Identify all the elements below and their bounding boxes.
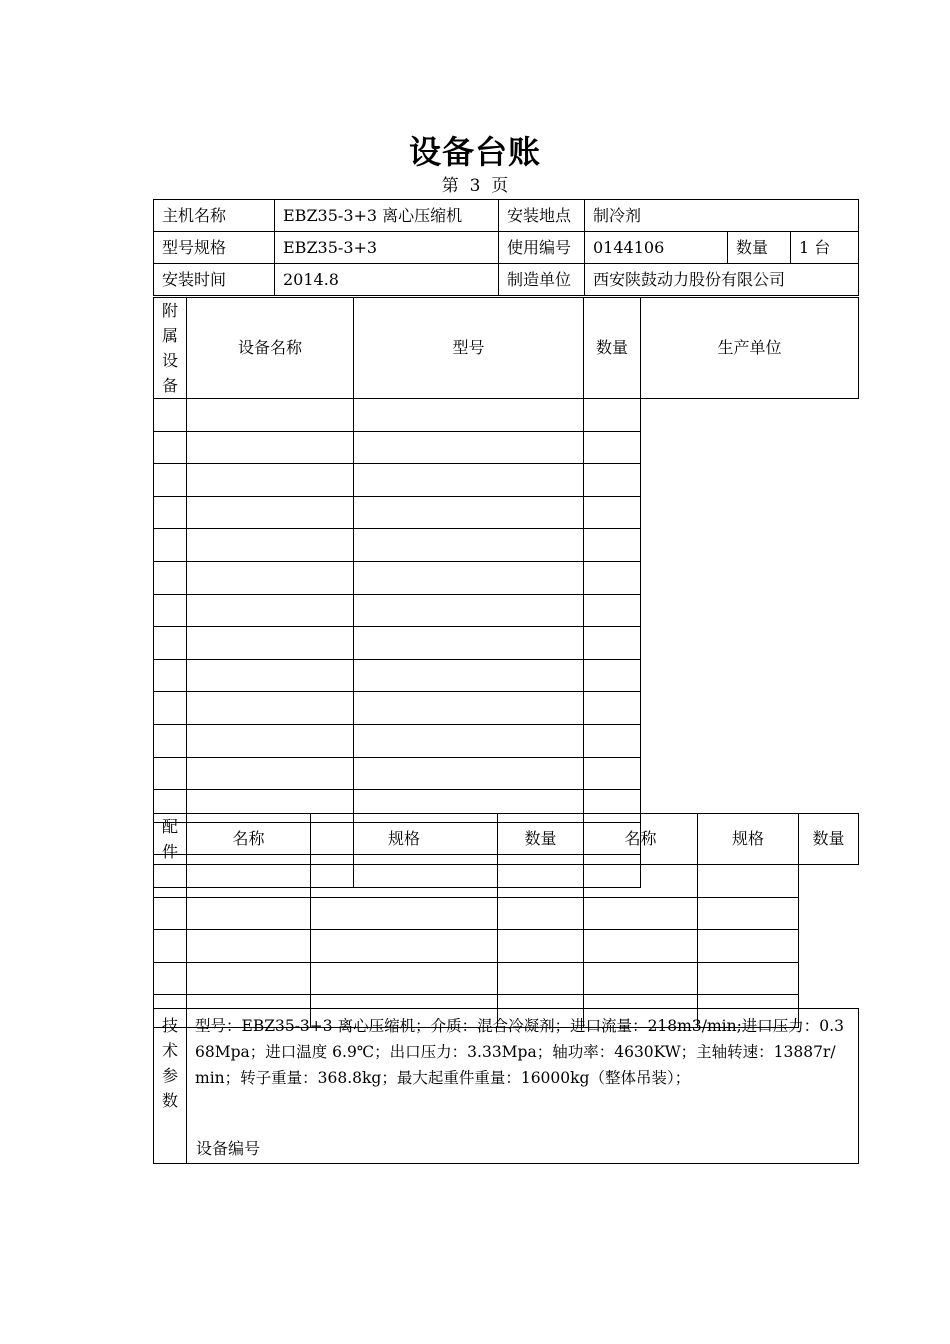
accessory-row	[154, 757, 859, 790]
accessory-name-cell	[154, 399, 187, 432]
parts-spec-cell	[187, 865, 311, 898]
device-number-label: 设备编号	[196, 1139, 261, 1158]
parts-header-name-1: 名称	[187, 814, 311, 865]
accessory-maker-cell	[584, 594, 641, 627]
parts-quantity-cell	[698, 865, 799, 898]
install-time-label: 安装时间	[154, 264, 275, 296]
parts-name-cell	[498, 865, 584, 898]
accessory-model-cell	[187, 496, 354, 529]
accessory-quantity-cell	[354, 627, 584, 660]
accessory-quantity-cell	[354, 659, 584, 692]
parts-quantity-cell	[698, 962, 799, 995]
page-number: 第 3 页	[441, 176, 509, 196]
accessory-maker-cell	[584, 724, 641, 757]
parts-table	[153, 813, 859, 1028]
parts-spec-cell	[187, 897, 311, 930]
model-label: 型号规格	[154, 232, 275, 264]
maker-value: 西安陕鼓动力股份有限公司	[585, 264, 859, 296]
accessory-maker-cell	[584, 431, 641, 464]
parts-name-cell	[498, 962, 584, 995]
accessory-maker-cell	[584, 496, 641, 529]
accessory-header-model: 型号	[354, 298, 584, 399]
accessory-model-cell	[187, 399, 354, 432]
accessory-model-cell	[187, 561, 354, 594]
accessory-row	[154, 529, 859, 562]
parts-header-name-2: 名称	[584, 814, 698, 865]
parts-row	[154, 930, 859, 963]
parts-name-cell	[154, 930, 187, 963]
accessory-quantity-cell	[354, 561, 584, 594]
location-value: 制冷剂	[585, 200, 859, 232]
parts-row	[154, 962, 859, 995]
use-no-label: 使用编号	[499, 232, 585, 264]
parts-quantity-cell	[698, 897, 799, 930]
accessory-name-cell	[154, 561, 187, 594]
accessory-name-cell	[154, 529, 187, 562]
accessory-header-maker: 生产单位	[641, 298, 859, 399]
parts-quantity-cell	[698, 930, 799, 963]
accessory-row	[154, 594, 859, 627]
tech-params-table	[153, 1008, 859, 1164]
tech-params-cell	[187, 1009, 859, 1164]
accessory-name-cell	[154, 627, 187, 660]
accessory-quantity-cell	[354, 692, 584, 725]
accessory-name-cell	[154, 464, 187, 497]
accessory-quantity-cell	[354, 431, 584, 464]
accessory-model-cell	[187, 594, 354, 627]
tech-side-label: 技术参数	[154, 1009, 187, 1164]
accessory-row	[154, 561, 859, 594]
accessory-name-cell	[154, 724, 187, 757]
parts-spec-cell	[584, 930, 698, 963]
host-name-value: EBZ35-3+3 离心压缩机	[275, 200, 499, 232]
maker-label: 制造单位	[499, 264, 585, 296]
accessory-name-cell	[154, 692, 187, 725]
accessory-quantity-cell	[354, 496, 584, 529]
accessory-model-cell	[187, 627, 354, 660]
accessory-name-cell	[154, 431, 187, 464]
parts-row	[154, 865, 859, 898]
quantity-label: 数量	[728, 232, 791, 264]
accessory-maker-cell	[584, 757, 641, 790]
accessory-maker-cell	[584, 399, 641, 432]
accessory-row	[154, 496, 859, 529]
parts-spec-cell	[584, 962, 698, 995]
accessory-maker-cell	[584, 464, 641, 497]
parts-name-cell	[154, 865, 187, 898]
accessory-table	[153, 297, 859, 888]
accessory-name-cell	[154, 659, 187, 692]
accessory-name-cell	[154, 757, 187, 790]
parts-name-cell	[154, 897, 187, 930]
accessory-model-cell	[187, 529, 354, 562]
install-time-value: 2014.8	[275, 264, 499, 296]
accessory-name-cell	[154, 496, 187, 529]
accessory-quantity-cell	[354, 529, 584, 562]
accessory-quantity-cell	[354, 464, 584, 497]
accessory-name-cell	[154, 594, 187, 627]
accessory-maker-cell	[584, 561, 641, 594]
parts-header-spec-1: 规格	[311, 814, 498, 865]
parts-name-cell	[154, 962, 187, 995]
accessory-model-cell	[187, 659, 354, 692]
accessory-maker-cell	[584, 529, 641, 562]
host-name-label: 主机名称	[154, 200, 275, 232]
parts-header-quantity-1: 数量	[498, 814, 584, 865]
document-title: 设备台账	[408, 133, 541, 171]
parts-quantity-cell	[311, 865, 498, 898]
accessory-header-name: 设备名称	[187, 298, 354, 399]
parts-spec-cell	[187, 962, 311, 995]
parts-name-cell	[498, 930, 584, 963]
accessory-row	[154, 659, 859, 692]
parts-header-spec-2: 规格	[698, 814, 799, 865]
parts-spec-cell	[187, 930, 311, 963]
accessory-quantity-cell	[354, 399, 584, 432]
accessory-row	[154, 724, 859, 757]
parts-quantity-cell	[311, 962, 498, 995]
quantity-value: 1 台	[791, 232, 859, 264]
parts-spec-cell	[584, 865, 698, 898]
accessory-header-quantity: 数量	[584, 298, 641, 399]
parts-side-label: 配件	[154, 814, 187, 865]
model-value: EBZ35-3+3	[275, 232, 499, 264]
accessory-row	[154, 431, 859, 464]
accessory-model-cell	[187, 464, 354, 497]
parts-quantity-cell	[311, 930, 498, 963]
parts-spec-cell	[584, 897, 698, 930]
accessory-row	[154, 399, 859, 432]
accessory-quantity-cell	[354, 594, 584, 627]
parts-header-quantity-2: 数量	[799, 814, 859, 865]
accessory-row	[154, 627, 859, 660]
parts-row	[154, 897, 859, 930]
tech-params-text: 型号：EBZ35-3+3 离心压缩机；介质：混合冷凝剂；进口流量：218m3/min;进口压力：0.368Mpa；进口温度 6.9℃；出口压力：3.33Mpa；轴功率：4630KW；主轴转速：13887r/min；转子重量：368.8kg；最大起重件重量：16000kg（整体吊装）；	[195, 1017, 844, 1087]
accessory-maker-cell	[584, 692, 641, 725]
accessory-model-cell	[187, 431, 354, 464]
parts-quantity-cell	[311, 897, 498, 930]
accessory-model-cell	[187, 757, 354, 790]
use-no-value: 0144106	[585, 232, 728, 264]
accessory-model-cell	[187, 724, 354, 757]
parts-name-cell	[498, 897, 584, 930]
accessory-model-cell	[187, 692, 354, 725]
accessory-quantity-cell	[354, 757, 584, 790]
main-info-table	[153, 199, 859, 296]
accessory-side-label: 附属设备	[154, 298, 187, 399]
accessory-row	[154, 464, 859, 497]
accessory-quantity-cell	[354, 724, 584, 757]
accessory-maker-cell	[584, 627, 641, 660]
accessory-row	[154, 692, 859, 725]
accessory-maker-cell	[584, 659, 641, 692]
location-label: 安装地点	[499, 200, 585, 232]
